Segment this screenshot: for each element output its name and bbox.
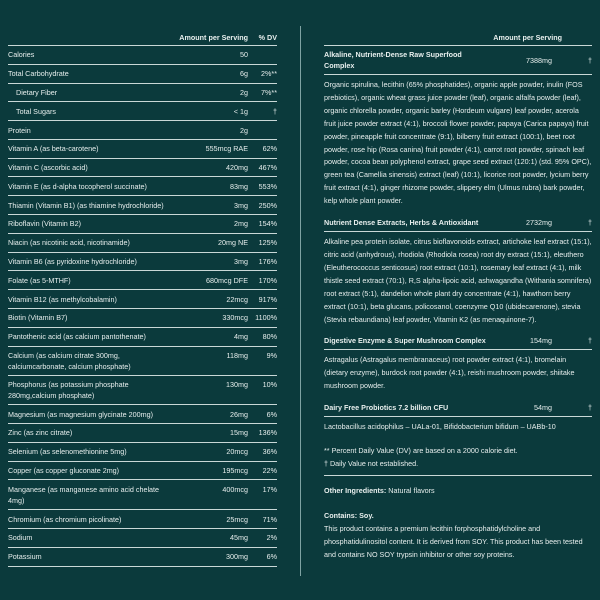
- nutrient-name: Dietary Fiber: [16, 87, 58, 97]
- nutrient-dv: 250%: [258, 200, 277, 210]
- nutrient-amount: < 1g: [233, 106, 248, 116]
- nutrient-name: Thiamin (Vitamin B1) (as thiamine hydrochloride): [8, 200, 164, 210]
- other-ingredients-label: Other Ingredients:: [324, 486, 387, 496]
- nutrient-dv: 9%: [266, 350, 277, 360]
- blend-title-row: [324, 399, 592, 417]
- nutrient-dv: 170%: [258, 275, 277, 285]
- nutrient-dv: 176%: [258, 256, 277, 266]
- nutrient-amount: 3mg: [234, 256, 248, 266]
- amount-column-header: Amount per Serving: [179, 33, 248, 42]
- nutrient-name: Vitamin B12 (as methylcobalamin): [8, 294, 117, 304]
- nutrient-amount: 20mg NE: [218, 238, 248, 248]
- table-row: [8, 290, 277, 309]
- nutrient-dv: 6%: [266, 409, 277, 419]
- nutrient-amount: 195mcg: [222, 465, 248, 475]
- nutrient-dv: 154%: [258, 219, 277, 229]
- nutrient-name: Total Carbohydrate: [8, 69, 69, 79]
- nutrient-amount: 2g: [240, 125, 248, 135]
- nutrient-dv: 10%: [262, 380, 277, 390]
- blend-amount: 2732mg: [526, 218, 552, 228]
- blend-dv: †: [588, 403, 592, 413]
- nutrient-name: Niacin (as nicotinic acid, nicotinamide): [8, 238, 130, 248]
- dv-column-header: % DV: [258, 33, 277, 42]
- nutrient-dv: 125%: [258, 238, 277, 248]
- ingredient-panel: [324, 30, 592, 561]
- nutrient-dv: 553%: [258, 181, 277, 191]
- footnotes: [324, 440, 592, 476]
- nutrient-name: Riboflavin (Vitamin B2): [8, 219, 81, 229]
- table-row: [8, 376, 277, 405]
- blend-title-row: [324, 332, 592, 350]
- nutrient-amount: 22mcg: [226, 294, 248, 304]
- nutrient-name: Zinc (as zinc citrate): [8, 428, 73, 438]
- blend-ingredients: Lactobacillus acidophilus – UALa-01, Bifidobacterium bifidum – UABb-10: [324, 422, 556, 432]
- blend-name: Alkaline, Nutrient-Dense Raw Superfood Complex: [324, 50, 462, 70]
- nutrient-amount: 45mg: [230, 533, 248, 543]
- table-row: [8, 309, 277, 328]
- other-ingredients-value: Natural flavors: [386, 486, 435, 496]
- nutrient-name: Chromium (as chromium picolinate): [8, 514, 122, 524]
- table-row: [8, 443, 277, 462]
- table-row: [8, 253, 277, 272]
- table-row: [8, 159, 277, 178]
- blend-ingredients: Alkaline pea protein isolate, citrus bioflavonoids extract, artichoke leaf extract (15:1), citric acid (anhydrous), rhodiola (Rhodiola rosea) root dry extract (15:1), eleuthero (Eleutherococcus senticosus) root extract (10:1), rosemary leaf extract (4:1), milk thistle seed extract (70:1), R,S alpha-lipoic acid, ashwagandha (Withania somnifera) root extract (5:1), dandelion whole plant dry concentrate (4:1), hawthorn berry extract (10:1), beta glucans, policosanol, coenzyme Q10 (ubidecarenone), stevia (Stevia rebaundiana) leaf powder, Vitamin K2 (as menaquinone-7).: [324, 237, 592, 324]
- blend-dv: †: [588, 218, 592, 228]
- table-row: [8, 46, 277, 65]
- nutrient-amount: 4mg: [234, 332, 248, 342]
- nutrient-name: Phosphorus (as potassium phosphate 280mg,calcium phosphate): [8, 380, 129, 401]
- nutrient-name: Vitamin E (as d-alpha tocopherol succinate): [8, 181, 147, 191]
- blend-ingredients: Organic spirulina, lecithin (65% phosphatides), organic apple powder, inulin (FOS prebiotics), organic wheat grass juice powder (leaf), organic alfalfa powder (leaf), organic chlorella powder, organic barley (Hordeum vulgare) leaf powder, acerola fruit juice powder extract (4:1), broccoli flower powder, papaya (Carica papaya) fruit powder, pineapple fruit concentrate (9:1), bilberry fruit extract (100:1), beet root powder, rose hip (Rosa canina) fruit powder (4:1), carrot root powder, spinach leaf powder, cocoa bean polyphenol extract, grape seed extract (120:1) (std. 95% OPC), green tea (Camellia sinensis) extract (leaf) (10:1), licorice root powder, lycium berry fruit extract (4:1), ginger rhizome powder, slippery elm (Ulmus rubra) bark powder, kelp whole plant powder.: [324, 80, 592, 206]
- nutrient-name: Protein: [8, 125, 31, 135]
- table-row: [8, 529, 277, 548]
- nutrient-amount: 118mg: [226, 350, 248, 360]
- table-row: [8, 140, 277, 159]
- nutrient-name: Selenium (as selenomethionine 5mg): [8, 447, 127, 457]
- table-row: [8, 462, 277, 481]
- table-row: [8, 177, 277, 196]
- nutrient-amount: 680mcg DFE: [206, 275, 248, 285]
- other-ingredients: [324, 476, 592, 497]
- table-row: [8, 510, 277, 529]
- table-row: [8, 548, 277, 567]
- nutrient-amount: 2g: [240, 87, 248, 97]
- table-row: [8, 102, 277, 121]
- blend-title-row: [324, 46, 592, 75]
- table-row: [8, 347, 277, 376]
- nutrient-name: Magnesium (as magnesium glycinate 200mg): [8, 409, 154, 419]
- nutrient-dv: 62%: [262, 144, 277, 154]
- nutrient-name: Vitamin A (as beta-carotene): [8, 144, 99, 154]
- nutrient-name: Calcium (as calcium citrate 300mg, calciumcarbonate, calcium phosphate): [8, 350, 131, 371]
- table-row: [8, 424, 277, 443]
- nutrient-name: Calories: [8, 50, 35, 60]
- table-row: [8, 271, 277, 290]
- nutrient-amount: 20mcg: [226, 447, 248, 457]
- nutrient-name: Pantothenic acid (as calcium pantothenate): [8, 332, 146, 342]
- nutrient-name: Total Sugars: [16, 106, 56, 116]
- supplement-facts-table: [8, 30, 277, 567]
- nutrient-amount: 3mg: [234, 200, 248, 210]
- nutrient-dv: 917%: [258, 294, 277, 304]
- nutrient-dv: 136%: [258, 428, 277, 438]
- nutrient-dv: 17%: [262, 484, 277, 494]
- blend-amount: 54mg: [534, 403, 552, 413]
- nutrient-dv: 80%: [262, 332, 277, 342]
- table-row: [8, 405, 277, 424]
- nutrient-amount: 330mcg: [222, 313, 248, 323]
- blend-ingredients: Astragalus (Astragalus membranaceus) root powder extract (4:1), bromelain (dietary enzyme), burdock root powder (4:1), reishi mushroom powder, shiitake mushroom powder.: [324, 355, 575, 391]
- table-row: [8, 65, 277, 84]
- nutrient-name: Folate (as 5-MTHF): [8, 275, 71, 285]
- blend-amount: 7388mg: [526, 55, 552, 65]
- table-row: [8, 121, 277, 140]
- nutrient-amount: 555mcg RAE: [205, 144, 248, 154]
- table-row: [8, 215, 277, 234]
- table-row: [8, 328, 277, 347]
- nutrient-dv: 2%**: [261, 69, 277, 79]
- contains-text: This product contains a premium lecithin forphosphatidylcholine and phosphatidulinositol content. It is derived from SOY. This product has been tested and contains NO SOY trypsin inhibitor or other soy proteins.: [324, 524, 583, 560]
- blend-name: Dairy Free Probiotics 7.2 billion CFU: [324, 403, 449, 413]
- nutrient-dv: 7%**: [261, 87, 277, 97]
- nutrient-amount: 130mg: [226, 380, 248, 390]
- nutrient-name: Manganese (as manganese amino acid chelate 4mg): [8, 484, 160, 505]
- nutrient-dv: 1100%: [255, 313, 277, 323]
- table-row: [8, 196, 277, 215]
- nutrient-amount: 420mg: [226, 163, 248, 173]
- nutrient-dv: 36%: [262, 447, 277, 457]
- footnote-dagger: † Daily Value not established.: [324, 458, 419, 468]
- nutrient-amount: 400mcg: [222, 484, 248, 494]
- table-row: [8, 234, 277, 253]
- nutrient-name: Vitamin B6 (as pyridoxine hydrochloride): [8, 256, 137, 266]
- nutrient-name: Potassium: [8, 552, 42, 562]
- blend-title-row: [324, 214, 592, 232]
- nutrient-amount: 83mg: [230, 181, 248, 191]
- nutrient-dv: 6%: [266, 552, 277, 562]
- nutrient-dv: 71%: [262, 514, 277, 524]
- footnote-dv: ** Percent Daily Value (DV) are based on a 2000 calorie diet.: [324, 446, 518, 456]
- allergen-statement: [324, 497, 592, 561]
- nutrient-amount: 26mg: [230, 409, 248, 419]
- table-row: [8, 84, 277, 103]
- nutrient-name: Sodium: [8, 533, 33, 543]
- nutrient-dv: 22%: [262, 465, 277, 475]
- nutrient-amount: 6g: [240, 69, 248, 79]
- blend-amount: 154mg: [530, 336, 552, 346]
- nutrient-dv: 467%: [258, 163, 277, 173]
- nutrient-amount: 2mg: [234, 219, 248, 229]
- nutrient-name: Copper (as copper gluconate 2mg): [8, 465, 120, 475]
- nutrient-amount: 300mg: [226, 552, 248, 562]
- nutrient-amount: 25mcg: [226, 514, 248, 524]
- nutrient-dv: †: [273, 106, 277, 116]
- nutrient-amount: 50: [240, 50, 248, 60]
- table-row: [8, 480, 277, 510]
- table-header: [8, 30, 277, 46]
- blend-name: Digestive Enzyme & Super Mushroom Complex: [324, 336, 486, 346]
- nutrient-dv: 2%: [266, 533, 277, 543]
- blend-dv: †: [588, 336, 592, 346]
- nutrient-amount: 15mg: [230, 428, 248, 438]
- blend-name: Nutrient Dense Extracts, Herbs & Antioxidant: [324, 218, 479, 228]
- amount-column-header: Amount per Serving: [493, 33, 562, 42]
- blend-dv: †: [588, 55, 592, 65]
- nutrient-name: Biotin (Vitamin B7): [8, 313, 68, 323]
- column-divider: [300, 26, 301, 576]
- contains-label: Contains: Soy.: [324, 511, 374, 521]
- right-header: [324, 30, 592, 46]
- nutrient-name: Vitamin C (ascorbic acid): [8, 163, 88, 173]
